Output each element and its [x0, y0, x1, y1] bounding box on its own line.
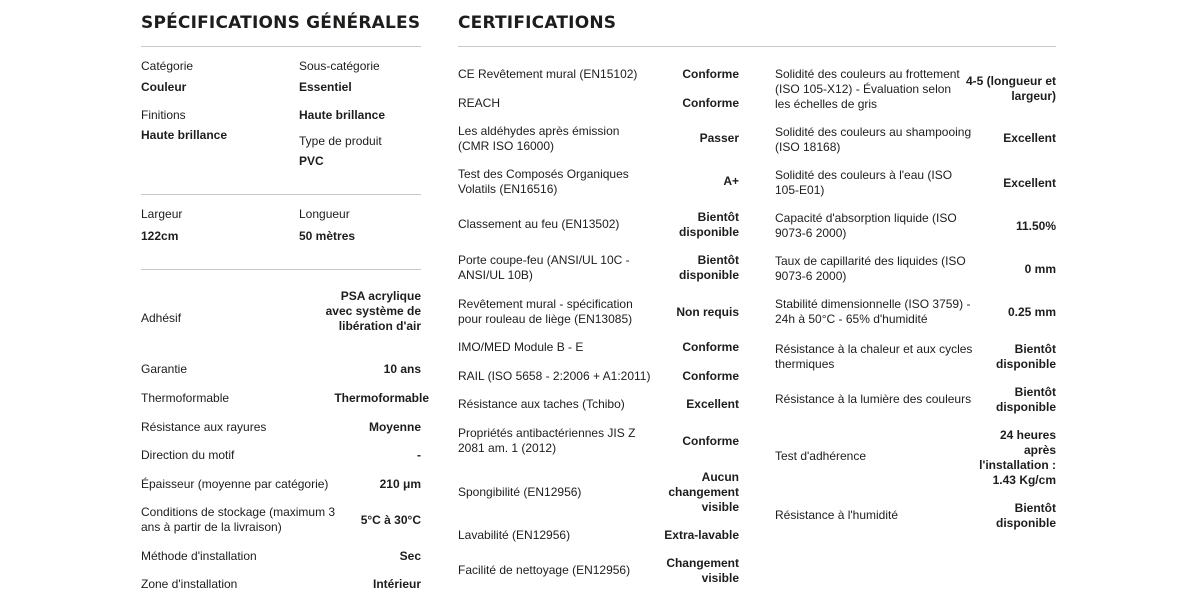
- categorie-label: Catégorie: [141, 59, 194, 73]
- cert-value: Conforme: [682, 340, 739, 354]
- spec-value: 5°C à 30°C: [360, 513, 421, 527]
- finitions-value-2: Haute brillance: [299, 108, 386, 122]
- cert-label: CE Revêtement mural (EN15102): [458, 67, 638, 81]
- cert-value: Extra-lavable: [664, 528, 739, 542]
- cert-value: 0.25 mm: [1007, 305, 1056, 319]
- spec-value: 10 ans: [383, 362, 421, 376]
- cert-value: Bientôt disponible: [679, 253, 739, 282]
- cert-value: Excellent: [1003, 131, 1056, 145]
- cert-label: Facilité de nettoyage (EN12956): [458, 563, 631, 577]
- cert-value: 4-5 (longueur et largeur): [965, 74, 1056, 103]
- cert-value: Non requis: [676, 305, 739, 319]
- cert-value: 24 heures après l'installation : 1.43 Kg/cm: [979, 428, 1056, 487]
- general-specs-heading: SPÉCIFICATIONS GÉNÉRALES: [141, 13, 421, 33]
- spec-value: Intérieur: [372, 577, 421, 591]
- sous-categorie-value: Essentiel: [299, 80, 352, 94]
- cert-label: Capacité d'absorption liquide (ISO 9073-6 2000): [775, 211, 957, 240]
- cert-label: Résistance à la chaleur et aux cycles thermiques: [775, 342, 973, 371]
- spec-value: Moyenne: [368, 420, 421, 434]
- cert-value: Passer: [699, 131, 739, 145]
- largeur-value: 122cm: [141, 229, 179, 243]
- divider: [141, 269, 421, 270]
- cert-label: Revêtement mural - spécification pour rouleau de liège (EN13085): [458, 297, 633, 326]
- longueur-value: 50 mètres: [299, 229, 356, 243]
- finitions-value: Haute brillance: [141, 128, 228, 142]
- cert-value: A+: [723, 174, 739, 188]
- spec-value: Sec: [399, 549, 421, 563]
- cert-value: Aucun changement visible: [668, 470, 739, 514]
- divider: [141, 194, 421, 195]
- cert-value: Bientôt disponible: [996, 342, 1056, 371]
- type-produit-label: Type de produit: [299, 134, 382, 148]
- cert-label: Solidité des couleurs au frottement (ISO 105-X12) - Évaluation selon les échelles de gris: [775, 67, 960, 111]
- spec-label: Conditions de stockage (maximum 3 ans à partir de la livraison): [141, 505, 336, 534]
- spec-label: Zone d'installation: [141, 577, 238, 591]
- cert-label: Spongibilité (EN12956): [458, 485, 582, 499]
- spec-value: Thermoformable: [334, 391, 429, 405]
- cert-label: Classement au feu (EN13502): [458, 217, 620, 231]
- cert-value: 0 mm: [1024, 262, 1056, 276]
- cert-value: Excellent: [686, 397, 739, 411]
- cert-value: Bientôt disponible: [996, 385, 1056, 414]
- divider: [458, 46, 1056, 47]
- cert-label: Stabilité dimensionnelle (ISO 3759) - 24h à 50°C - 65% d'humidité: [775, 297, 971, 326]
- cert-value: 11.50%: [1015, 219, 1056, 233]
- spec-value: PSA acrylique avec système de libération d'air: [325, 289, 421, 333]
- cert-label: Test d'adhérence: [775, 449, 867, 463]
- spec-value: 210 μm: [379, 477, 421, 491]
- spec-value: -: [417, 448, 421, 462]
- cert-label: Résistance aux taches (Tchibo): [458, 397, 625, 411]
- cert-value: Conforme: [682, 369, 739, 383]
- cert-label: Lavabilité (EN12956): [458, 528, 571, 542]
- cert-label: Solidité des couleurs au shampooing (ISO 18168): [775, 125, 972, 154]
- cert-label: Les aldéhydes après émission (CMR ISO 16000): [458, 124, 620, 153]
- cert-value: Bientôt disponible: [996, 501, 1056, 530]
- spec-label: Méthode d'installation: [141, 549, 257, 563]
- type-produit-value: PVC: [299, 154, 324, 168]
- cert-label: IMO/MED Module B - E: [458, 340, 584, 354]
- cert-value: Changement visible: [666, 556, 739, 585]
- largeur-label: Largeur: [141, 207, 183, 221]
- sous-categorie-label: Sous-catégorie: [299, 59, 380, 73]
- longueur-label: Longueur: [299, 207, 350, 221]
- cert-label: Solidité des couleurs à l'eau (ISO 105-E01): [775, 168, 953, 197]
- cert-label: RAIL (ISO 5658 - 2:2006 + A1:2011): [458, 369, 651, 383]
- cert-label: Propriétés antibactériennes JIS Z 2081 am. 1 (2012): [458, 426, 636, 455]
- cert-value: Excellent: [1003, 176, 1056, 190]
- cert-label: Porte coupe-feu (ANSI/UL 10C - ANSI/UL 10B): [458, 253, 630, 282]
- certifications-heading: CERTIFICATIONS: [458, 13, 617, 33]
- divider: [141, 46, 421, 47]
- cert-label: REACH: [458, 96, 501, 110]
- finitions-label: Finitions: [141, 108, 186, 122]
- categorie-value: Couleur: [141, 80, 187, 94]
- spec-label: Garantie: [141, 362, 188, 376]
- cert-label: Taux de capillarité des liquides (ISO 9073-6 2000): [775, 254, 966, 283]
- spec-label: Direction du motif: [141, 448, 235, 462]
- cert-label: Test des Composés Organiques Volatils (EN16516): [458, 167, 629, 196]
- spec-label: Thermoformable: [141, 391, 230, 405]
- cert-value: Conforme: [682, 96, 739, 110]
- cert-value: Conforme: [682, 434, 739, 448]
- cert-label: Résistance à l'humidité: [775, 508, 899, 522]
- spec-label: Résistance aux rayures: [141, 420, 267, 434]
- cert-value: Bientôt disponible: [679, 210, 739, 239]
- spec-label: Épaisseur (moyenne par catégorie): [141, 477, 329, 491]
- spec-label: Adhésif: [141, 311, 182, 325]
- cert-value: Conforme: [682, 67, 739, 81]
- cert-label: Résistance à la lumière des couleurs: [775, 392, 972, 406]
